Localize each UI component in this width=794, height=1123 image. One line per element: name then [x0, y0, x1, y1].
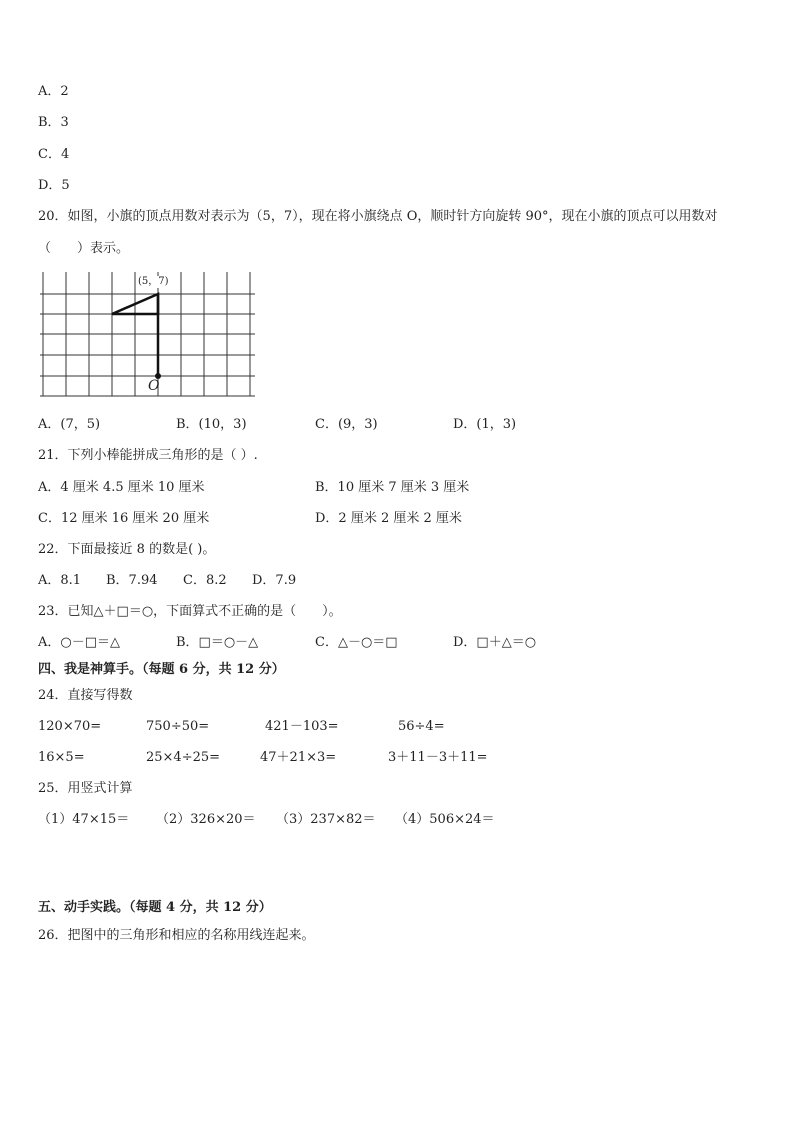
q24-item: 16×5=: [38, 750, 85, 765]
q22-option-b: B．7.94: [106, 573, 158, 588]
q23-option-b: B．□＝○－△: [176, 635, 259, 650]
q24-item: 750÷50=: [146, 719, 210, 734]
point-label: (5，7): [138, 276, 169, 287]
q20-option-b: B．(10，3): [176, 417, 247, 432]
q25-item: （3）237×82＝: [276, 812, 376, 827]
option-a: A．2: [38, 84, 69, 99]
question-21-text: 21．下列小棒能拼成三角形的是（ ）.: [38, 448, 258, 463]
q21-option-a: A．4 厘米 4.5 厘米 10 厘米: [38, 480, 205, 495]
q22-option-a: A．8.1: [38, 573, 82, 588]
section-5-title: 五、动手实践。（每题 4 分，共 12 分）: [38, 900, 272, 915]
option-d: D．5: [38, 178, 70, 193]
q21-option-c: C．12 厘米 16 厘米 20 厘米: [38, 511, 210, 526]
q21-option-d: D．2 厘米 2 厘米 2 厘米: [315, 511, 462, 526]
question-20-text: 20．如图，小旗的顶点用数对表示为（5，7），现在将小旗绕点 O，顺时针方向旋转 90°，现在小旗的顶点可以用数对: [38, 209, 718, 224]
q23-option-a: A．○－□＝△: [38, 635, 121, 650]
origin-label: O: [148, 378, 160, 394]
section-4-title: 四、我是神算手。（每题 6 分，共 12 分）: [38, 662, 285, 677]
question-20-text-cont: （ ）表示。: [38, 241, 130, 256]
q20-option-c: C．(9，3): [315, 417, 378, 432]
q22-option-c: C．8.2: [183, 573, 227, 588]
q25-item: （2）326×20＝: [156, 812, 256, 827]
q24-item: 421－103=: [265, 719, 339, 734]
q24-item: 25×4÷25=: [146, 750, 221, 765]
question-25-text: 25．用竖式计算: [38, 781, 133, 796]
q21-option-b: B．10 厘米 7 厘米 3 厘米: [315, 480, 470, 495]
q24-item: 56÷4=: [398, 719, 445, 734]
question-22-text: 22．下面最接近 8 的数是( )。: [38, 542, 216, 557]
q25-item: （1）47×15＝: [38, 812, 130, 827]
q24-item: 120×70=: [38, 719, 102, 734]
question-23-text: 23．已知△＋□＝○，下面算式不正确的是（ ）。: [38, 604, 342, 619]
question-24-text: 24．直接写得数: [38, 688, 133, 703]
option-b: B．3: [38, 115, 69, 130]
q25-item: （4）506×24＝: [395, 812, 495, 827]
q20-option-d: D．(1，3): [453, 417, 517, 432]
q22-option-d: D．7.9: [252, 573, 297, 588]
question-26-text: 26．把图中的三角形和相应的名称用线连起来。: [38, 928, 315, 943]
option-c: C．4: [38, 147, 70, 162]
flag-grid-figure: [40, 270, 260, 400]
q20-option-a: A．(7，5): [38, 417, 101, 432]
q23-option-d: D．□＋△＝○: [453, 635, 537, 650]
q24-item: 3＋11－3＋11=: [388, 750, 488, 765]
q24-item: 47＋21×3=: [260, 750, 337, 765]
q23-option-c: C．△－○＝□: [315, 635, 398, 650]
